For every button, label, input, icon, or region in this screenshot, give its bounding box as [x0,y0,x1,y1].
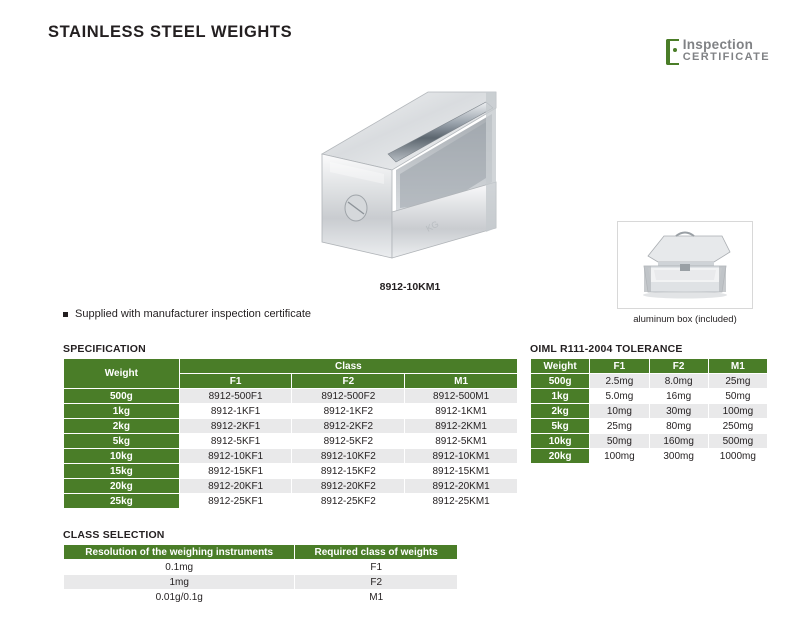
tol-row-weight: 5kg [531,419,590,434]
spec-cell-f1: 8912-1KF1 [179,404,292,419]
spec-cell-f2: 8912-2KF2 [292,419,405,434]
table-row [531,419,768,434]
tol-cell-m1: 50mg [708,389,767,404]
spec-row-weight: 10kg [64,449,180,464]
tol-cell-f1: 10mg [590,404,649,419]
tol-col-f2: F2 [649,359,708,374]
table-row [531,389,768,404]
inspection-certificate-logo [666,38,770,64]
spec-cell-m1: 8912-10KM1 [405,449,518,464]
class-col-resolution: Resolution of the weighing instruments [64,545,295,560]
class-selection-table [63,544,458,605]
spec-cell-f2: 8912-1KF2 [292,404,405,419]
spec-row-weight: 1kg [64,404,180,419]
class-cell-resolution: 1mg [64,575,295,590]
spec-cell-m1: 8912-15KM1 [405,464,518,479]
tol-cell-f2: 30mg [649,404,708,419]
table-header-row [531,359,768,374]
tol-cell-f2: 8.0mg [649,374,708,389]
table-row [64,494,518,509]
table-row [64,464,518,479]
spec-col-class-group: Class [179,359,517,374]
table-row [64,434,518,449]
tol-col-weight: Weight [531,359,590,374]
spec-row-weight: 2kg [64,419,180,434]
page-title: STAINLESS STEEL WEIGHTS [48,23,293,41]
tol-cell-f1: 25mg [590,419,649,434]
certificate-logo-text [683,38,770,64]
spec-cell-f1: 8912-5KF1 [179,434,292,449]
product-image-caption: 8912-10KM1 [379,281,441,293]
spec-cell-f2: 8912-25KF2 [292,494,405,509]
table-row [531,434,768,449]
class-cell-required: F1 [295,560,458,575]
spec-row-weight: 5kg [64,434,180,449]
spec-cell-f1: 8912-2KF1 [179,419,292,434]
tol-cell-f2: 16mg [649,389,708,404]
spec-col-weight: Weight [64,359,180,389]
spec-cell-f2: 8912-5KF2 [292,434,405,449]
table-header-row [64,359,518,374]
class-selection-heading: CLASS SELECTION [63,529,165,541]
tol-cell-m1: 100mg [708,404,767,419]
spec-cell-f2: 8912-500F2 [292,389,405,404]
spec-cell-f1: 8912-25KF1 [179,494,292,509]
table-row [64,479,518,494]
tolerance-table [530,358,768,464]
table-header-row [64,545,458,560]
bullet-square-icon [63,312,68,317]
class-col-required: Required class of weights [295,545,458,560]
tol-cell-f2: 300mg [649,449,708,464]
spec-cell-f1: 8912-20KF1 [179,479,292,494]
table-row [64,419,518,434]
tol-cell-m1: 500mg [708,434,767,449]
spec-col-m1: M1 [405,374,518,389]
table-row [531,404,768,419]
table-row [64,575,458,590]
table-row [64,449,518,464]
tol-cell-f1: 100mg [590,449,649,464]
tol-row-weight: 10kg [531,434,590,449]
tolerance-heading: OIML R111-2004 TOLERANCE [530,343,683,355]
table-row [64,560,458,575]
table-row [64,590,458,605]
spec-cell-f1: 8912-500F1 [179,389,292,404]
tol-cell-m1: 25mg [708,374,767,389]
spec-row-weight: 15kg [64,464,180,479]
svg-text:KG: KG [424,218,441,234]
certificate-logo-line2: CERTIFICATE [682,51,770,64]
spec-cell-m1: 8912-1KM1 [405,404,518,419]
table-row [531,374,768,389]
spec-row-weight: 500g [64,389,180,404]
tol-cell-f1: 2.5mg [590,374,649,389]
product-image-weight-block [300,62,515,262]
spec-cell-m1: 8912-500M1 [405,389,518,404]
spec-cell-m1: 8912-20KM1 [405,479,518,494]
tol-cell-f1: 5.0mg [590,389,649,404]
spec-cell-f1: 8912-15KF1 [179,464,292,479]
spec-col-f1: F1 [179,374,292,389]
class-cell-resolution: 0.1mg [64,560,295,575]
tol-cell-m1: 1000mg [708,449,767,464]
tol-cell-f2: 80mg [649,419,708,434]
tol-row-weight: 2kg [531,404,590,419]
certificate-logo-line1: Inspection [682,37,754,52]
tol-row-weight: 1kg [531,389,590,404]
spec-cell-f2: 8912-10KF2 [292,449,405,464]
tol-cell-m1: 250mg [708,419,767,434]
class-cell-required: F2 [295,575,458,590]
tol-row-weight: 500g [531,374,590,389]
tol-cell-f1: 50mg [590,434,649,449]
spec-cell-f2: 8912-15KF2 [292,464,405,479]
spec-cell-f1: 8912-10KF1 [179,449,292,464]
bullet-note [63,308,311,320]
spec-col-f2: F2 [292,374,405,389]
spec-row-weight: 20kg [64,479,180,494]
tol-col-m1: M1 [708,359,767,374]
table-row [531,449,768,464]
spec-cell-m1: 8912-2KM1 [405,419,518,434]
specification-heading: SPECIFICATION [63,343,146,355]
tol-cell-f2: 160mg [649,434,708,449]
tol-col-f1: F1 [590,359,649,374]
spec-row-weight: 25kg [64,494,180,509]
table-row [64,389,518,404]
specification-table [63,358,518,509]
certificate-bracket-icon [666,39,679,65]
class-cell-required: M1 [295,590,458,605]
bullet-note-text: Supplied with manufacturer inspection certificate [75,308,312,320]
spec-cell-m1: 8912-5KM1 [405,434,518,449]
tol-row-weight: 20kg [531,449,590,464]
spec-cell-f2: 8912-20KF2 [292,479,405,494]
table-row [64,404,518,419]
accessory-image-caption: aluminum box (included) [633,314,737,325]
accessory-image-aluminum-box [617,221,753,309]
class-cell-resolution: 0.01g/0.1g [64,590,295,605]
spec-cell-m1: 8912-25KM1 [405,494,518,509]
